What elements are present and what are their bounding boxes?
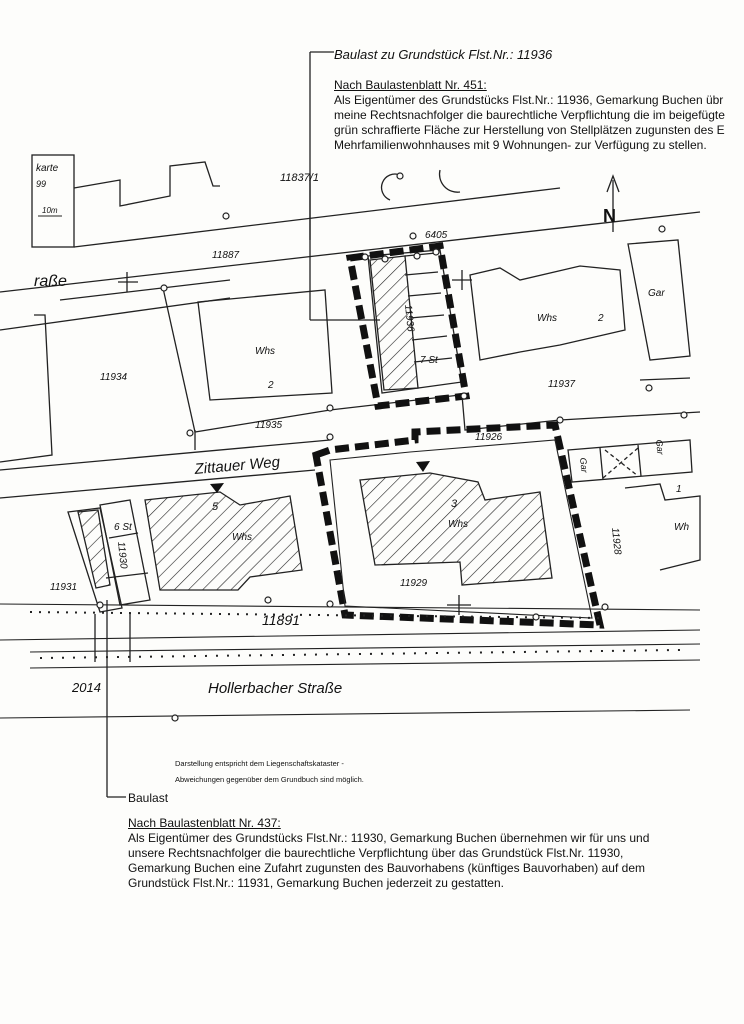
label-whs: Whs xyxy=(537,313,557,324)
bottom-note-line: unsere Rechtsnachfolger die baurechtliche Verpflichtung über das Grundstück Flst.Nr. 11930, xyxy=(128,846,624,860)
building-gar-top xyxy=(628,240,690,360)
building-whs-5 xyxy=(145,492,302,590)
parcel-11936: 11936 xyxy=(402,304,416,333)
street-strasse: raße xyxy=(34,273,67,290)
parcel-11937: 11937 xyxy=(548,379,576,390)
bottom-note-line: Als Eigentümer des Grundstücks Flst.Nr.: 11930, Gemarkung Buchen übernehmen wir für uns und xyxy=(128,831,650,845)
label-num-2: 2 xyxy=(268,380,274,391)
parcel-11931: 11931 xyxy=(50,582,78,593)
top-note-line: Mehrfamilienwohnhauses mit 9 Wohnungen- zur Verfügung zu stellen. xyxy=(334,138,707,152)
parcel-11934: 11934 xyxy=(100,372,128,383)
parcel-11930: 11930 xyxy=(115,541,129,570)
parcel-11928: 11928 xyxy=(609,527,623,556)
parcel-boundary-top xyxy=(74,162,220,206)
bottom-note-line: Grundstück Flst.Nr.: 11931, Gemarkung Buchen jederzeit zu gestatten. xyxy=(128,876,504,890)
bottom-note-line: Gemarkung Buchen eine Zufahrt zugunsten des Bauvorhabens (künftiges Bauvorhaben) auf dem xyxy=(128,861,645,875)
parcel-2014: 2014 xyxy=(72,680,101,695)
label-whs: Whs xyxy=(255,346,275,357)
label-stellplaetze-7: 7 St xyxy=(420,355,438,366)
parcel-11929: 11929 xyxy=(400,578,428,589)
kataster-note-1: Darstellung entspricht dem Liegenschaftskataster - xyxy=(175,759,344,768)
parcel-11926: 11926 xyxy=(475,432,503,443)
parcel-11935: 11935 xyxy=(255,420,283,431)
label-stellplaetze-6: 6 St xyxy=(114,522,132,533)
top-note-line: grün schraffierte Fläche zur Herstellung von Stellplätzen zugunsten des E xyxy=(334,123,725,137)
access-hatch-11930 xyxy=(78,510,110,588)
building-whs-11935 xyxy=(198,290,332,400)
bottom-note-ref: Nach Baulastenblatt Nr. 437: xyxy=(128,816,281,830)
top-note-ref: Nach Baulastenblatt Nr. 451: xyxy=(334,78,487,92)
top-note-title: Baulast zu Grundstück Flst.Nr.: 11936 xyxy=(334,47,553,62)
legend-karte: karte xyxy=(36,163,59,174)
street-zittauer-weg: Zittauer Weg xyxy=(193,453,281,478)
parcel-6405: 6405 xyxy=(425,230,448,241)
label-gar: Gar xyxy=(578,457,590,474)
top-note-line: meine Rechtsnachfolger die baurechtliche Verpflichtung die im beigefügte xyxy=(334,108,725,122)
top-note-line: Als Eigentümer des Grundstücks Flst.Nr.: 11936, Gemarkung Buchen übr xyxy=(334,93,724,107)
label-gar: Gar xyxy=(654,439,666,456)
label-num-5: 5 xyxy=(212,501,219,513)
label-num-2: 2 xyxy=(598,313,604,324)
street-hollerbacher: Hollerbacher Straße xyxy=(208,680,343,697)
label-whs: Whs xyxy=(448,519,468,530)
baulast-label: Baulast xyxy=(128,791,169,805)
label-whs: Whs xyxy=(232,532,252,543)
parcel-11887: 11887 xyxy=(212,250,240,261)
label-whs-short: Wh xyxy=(674,522,689,533)
north-label: N xyxy=(603,206,616,226)
parcel-11837: 11837/1 xyxy=(280,172,319,184)
legend-10m: 10m xyxy=(42,206,58,215)
parcel-11891: 11891 xyxy=(262,612,300,628)
legend-99: 99 xyxy=(36,179,47,189)
label-num-3: 3 xyxy=(451,498,458,510)
label-num-1: 1 xyxy=(676,484,682,495)
kataster-note-2: Abweichungen gegenüber dem Grundbuch sind möglich. xyxy=(175,775,364,784)
label-gar: Gar xyxy=(648,288,665,299)
